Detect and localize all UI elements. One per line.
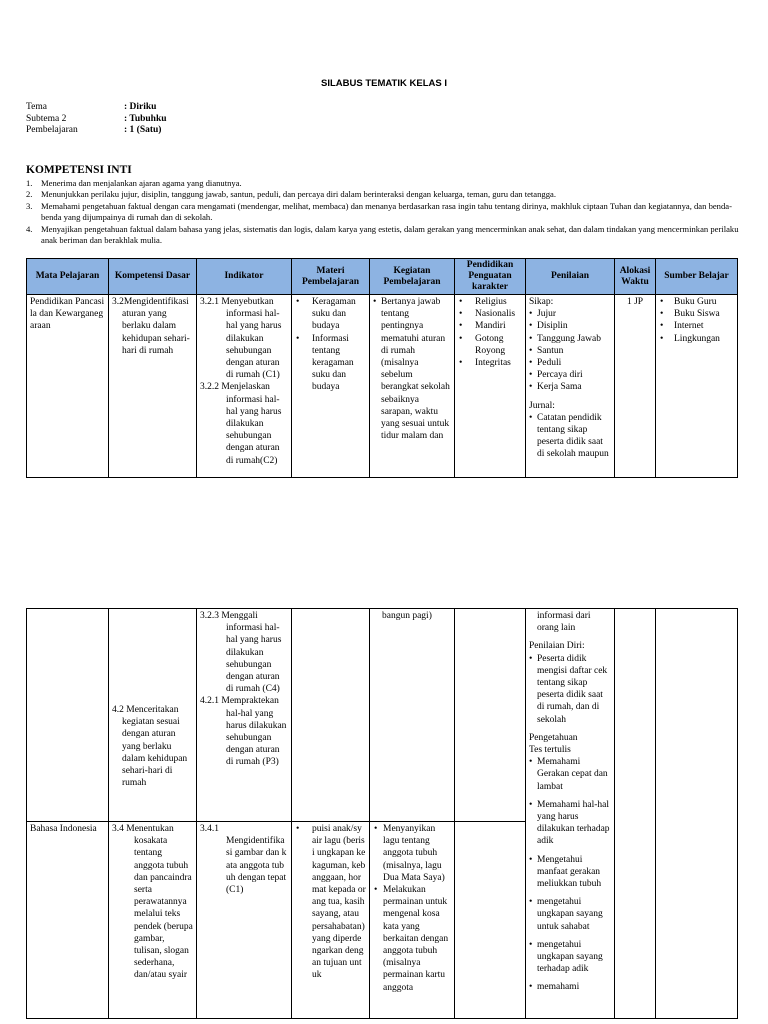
meta-row-pembelajaran <box>26 124 167 136</box>
syllabus-table-continued <box>26 608 738 1019</box>
page-title: SILABUS TEMATIK KELAS I <box>321 78 447 89</box>
mapel-cell: Pendidikan Pancasila dan Kewarganegaraan <box>27 295 109 478</box>
karakter-cell <box>455 822 526 1019</box>
meta-value: : Tubuhku <box>124 113 167 124</box>
kd-cell <box>109 609 197 822</box>
tes-item: • Mengetahui manfaat gerakan meliukkan tubuh <box>529 854 611 891</box>
kegiatan-item: • Menyanyikan lagu tentang anggota tubuh (misalnya, lagu Dua Mata Saya) <box>373 823 451 884</box>
karakter-item: • Religius <box>458 296 522 308</box>
penilaian-cell <box>526 295 615 478</box>
sikap-item: • Jujur <box>529 308 611 320</box>
sikap-item: • Kerja Sama <box>529 381 611 393</box>
indikator-number: 3.4.1 <box>200 824 219 834</box>
kd-cell <box>109 295 197 478</box>
kompetensi-inti-heading: KOMPETENSI INTI <box>26 164 132 176</box>
column-header: Sumber Belajar <box>656 259 738 295</box>
meta-key: Tema <box>26 102 47 112</box>
indikator-item: 3.2.3 Menggali informasi hal-hal yang harus dilakukan sehubungan dengan aturan di rumah (C4) <box>200 611 282 695</box>
penilaian-diri-item: • Peserta didik mengisi daftar cek tentang sikap peserta didik saat di rumah, dan di sekolah <box>529 653 611 726</box>
column-header: Kompetensi Dasar <box>109 259 197 295</box>
indikator-cell <box>197 822 292 1019</box>
sumber-item: • Lingkungan <box>659 333 734 345</box>
item-text: Memahami pengetahuan faktual dengan cara mengamati (mendengar, melihat, membaca) dan menanya berdasarkan rasa ingin tahu tentang dirinya, makhluk ciptaan Tuhan dan kegiatannya, dan benda-benda yang dijumpainya di rumah dan di sekolah. <box>41 200 732 223</box>
jurnal-label: Jurnal: <box>529 400 555 411</box>
sikap-item: • Santun <box>529 345 611 357</box>
sikap-item: • Disiplin <box>529 320 611 332</box>
sumber-item: • Buku Guru <box>659 296 734 308</box>
sumber-item: • Internet <box>659 320 734 332</box>
mapel-cell: Bahasa Indonesia <box>27 822 109 1019</box>
indikator-cell <box>197 295 292 478</box>
mapel-cell <box>27 609 109 822</box>
item-number: 2. <box>26 189 33 200</box>
sikap-item: • Percaya diri <box>529 369 611 381</box>
meta-row-tema <box>26 101 167 113</box>
tes-item: • mengetahui ungkapan sayang terhadap adik <box>529 939 611 976</box>
karakter-cell <box>455 295 526 478</box>
tes-item: • memahami <box>529 981 611 993</box>
column-header: Pendidikan Penguatan karakter <box>455 259 526 295</box>
karakter-item: • Integritas <box>458 357 522 369</box>
pengetahuan-label: Pengetahuan <box>529 732 578 743</box>
indikator-item: Mengidentifikasi gambar dan kata anggota tubuh dengan tepat (C1) <box>226 836 287 896</box>
item-text: Menyajikan pengetahuan faktual dalam bahasa yang jelas, sistematis dan logis, dalam karya yang estetis, dalam gerakan yang mencerminkan anak sehat, dan dalam tindakan yang mencerminkan perilaku anak beriman dan berakhlak mulia. <box>41 223 739 246</box>
list-item <box>26 189 742 200</box>
kompetensi-inti-list <box>26 178 742 246</box>
table-header-row <box>27 259 738 295</box>
item-number: 4. <box>26 223 33 234</box>
sikap-item: • Tanggung Jawab <box>529 333 611 345</box>
column-header: Mata Pelajaran <box>27 259 109 295</box>
sikap-label: Sikap: <box>529 297 554 307</box>
tes-item: • mengetahui ungkapan sayang untuk sahabat <box>529 896 611 933</box>
meta-value: : Diriku <box>124 102 157 112</box>
tes-item: • Memahami Gerakan cepat dan lambat <box>529 756 611 793</box>
kegiatan-cell <box>370 822 455 1019</box>
meta-key: Pembelajaran <box>26 125 78 135</box>
list-item <box>26 178 742 189</box>
document-meta <box>26 101 167 136</box>
column-header: Materi Pembelajaran <box>292 259 370 295</box>
indikator-cell <box>197 609 292 822</box>
kd-cell <box>109 822 197 1019</box>
meta-value: : 1 (Satu) <box>124 125 162 135</box>
karakter-cell <box>455 609 526 822</box>
materi-item: • puisi anak/syair lagu (berisi ungkapan kekaguman, kebanggaan, hormat kepada orang tua, kasih sayang, atau persahabatan) yang diperdengarkan dengan tujuan untuk <box>295 823 366 982</box>
alokasi-cell: 1 JP <box>615 295 656 478</box>
sumber-item: • Buku Siswa <box>659 308 734 320</box>
kd-text: 3.2Mengidentifikasi aturan yang berlaku dalam kehidupan sehari-hari di rumah <box>112 297 190 356</box>
materi-cell <box>292 295 370 478</box>
alokasi-cell <box>615 609 656 1019</box>
materi-cell <box>292 609 370 822</box>
indikator-item: 3.2.1 Menyebutkan informasi hal-hal yang harus dilakukan sehubungan dengan aturan di rumah (C1) <box>200 297 282 381</box>
materi-cell <box>292 822 370 1019</box>
sumber-cell <box>656 295 738 478</box>
materi-item: • Informasi tentang keragaman suku dan budaya <box>295 333 366 394</box>
indikator-item: 3.2.2 Menjelaskan informasi hal-hal yang harus dilakukan sehubungan dengan aturan di rumah(C2) <box>200 382 282 466</box>
karakter-item: • Nasionalis <box>458 308 522 320</box>
karakter-item: • Mandiri <box>458 320 522 332</box>
list-item <box>26 224 742 247</box>
table-row <box>27 295 738 478</box>
sumber-cell <box>656 609 738 1019</box>
kegiatan-item: • Melakukan permainan untuk mengenal kosa kata yang berkaitan dengan anggota tubuh (misalnya permainan kartu anggota <box>373 884 451 994</box>
kd-text: 4.2 Menceritakan kegiatan sesuai dengan aturan yang berlaku dalam kehidupan sehari-hari di rumah <box>112 705 188 789</box>
table-row <box>27 609 738 822</box>
kegiatan-cell <box>370 295 455 478</box>
karakter-item: • Gotong Royong <box>458 333 522 357</box>
column-header: Alokasi Waktu <box>615 259 656 295</box>
kegiatan-item: • Bertanya jawab tentang pentingnya mematuhi aturan di rumah (misalnya sebelum berangkat sekolah sebaiknya sarapan, waktu yang sesuai untuk tidur malam dan <box>373 296 451 442</box>
item-text: Menerima dan menjalankan ajaran agama yang dianutnya. <box>41 178 242 188</box>
column-header: Kegiatan Pembelajaran <box>370 259 455 295</box>
list-item <box>26 201 742 224</box>
column-header: Penilaian <box>526 259 615 295</box>
column-header: Indikator <box>197 259 292 295</box>
materi-item: • Keragaman suku dan budaya <box>295 296 366 333</box>
tes-item: • Memahami hal-hal yang harus dilakukan terhadap adik <box>529 799 611 848</box>
item-number: 1. <box>26 178 33 188</box>
meta-key: Subtema 2 <box>26 113 67 124</box>
sikap-item: • Peduli <box>529 357 611 369</box>
syllabus-table <box>26 258 738 478</box>
kd-text: 3.4 Menentukan kosakata tentang anggota tubuh dan pancaindra serta perawatannya melalui teks pendek (berupa gambar, tulisan, slogan sederhana, dan/atau syair <box>112 824 193 981</box>
meta-row-subtema <box>26 113 167 125</box>
penilaian-cell <box>526 609 615 1019</box>
item-text: Menunjukkan perilaku jujur, disiplin, tanggung jawab, santun, peduli, dan percaya diri dalam berinteraksi dengan keluarga, teman, guru dan tetangga. <box>41 189 556 200</box>
penilaian-continued: informasi dari orang lain <box>537 611 591 634</box>
jurnal-item: • Catatan pendidik tentang sikap peserta didik saat di sekolah maupun <box>529 412 611 461</box>
item-number: 3. <box>26 200 33 211</box>
penilaian-diri-label: Penilaian Diri: <box>529 641 585 652</box>
kegiatan-cell: bangun pagi) <box>370 609 455 822</box>
tes-label: Tes tertulis <box>529 745 571 756</box>
indikator-item: 4.2.1 Mempraktekan hal-hal yang harus dilakukan sehubungan dengan aturan di rumah (P3) <box>200 696 287 768</box>
